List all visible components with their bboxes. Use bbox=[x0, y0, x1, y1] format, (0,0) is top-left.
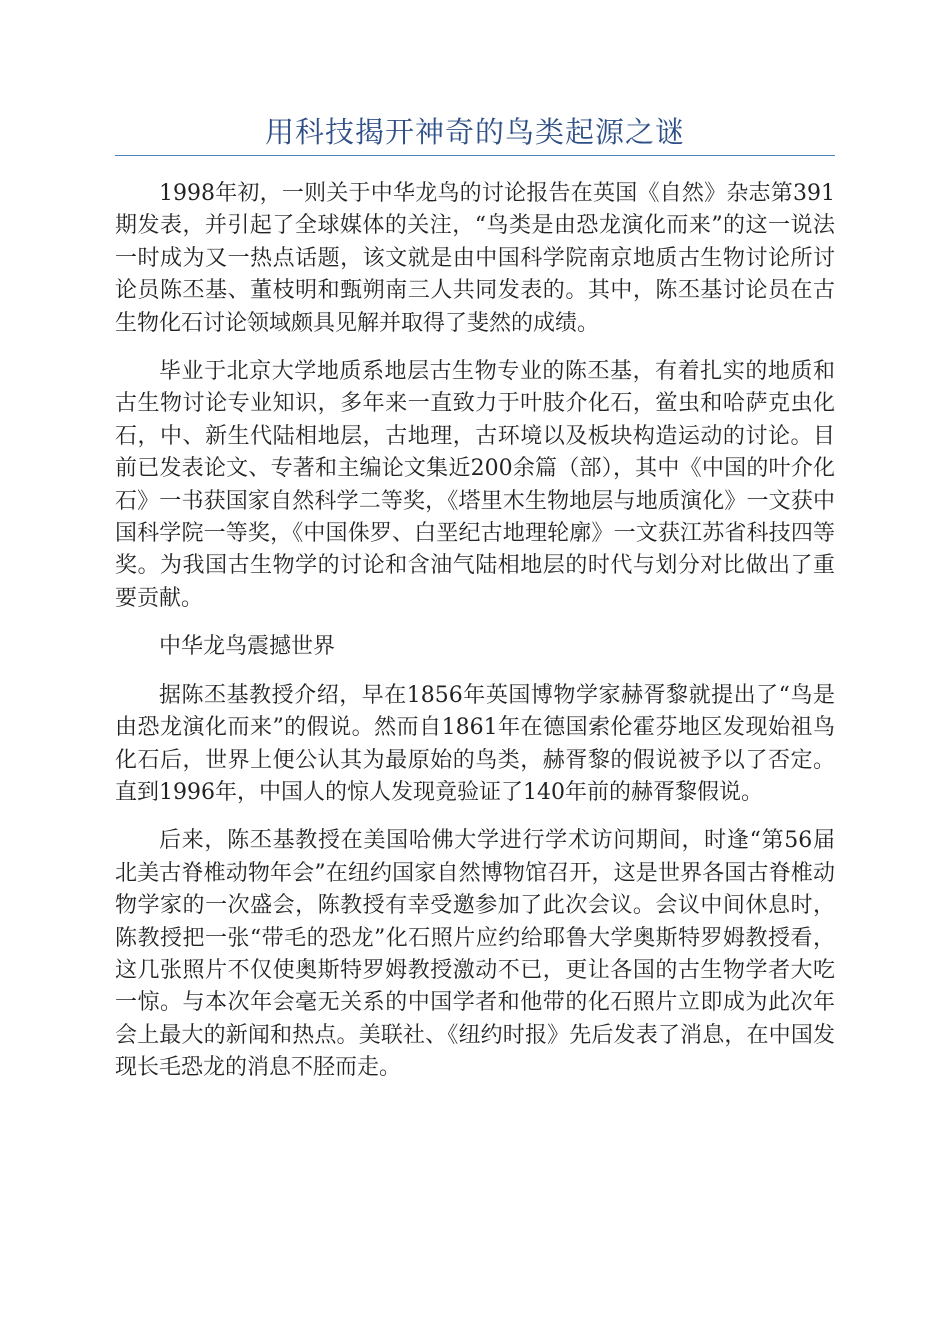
section-heading: 中华龙鸟震撼世界 bbox=[159, 634, 336, 660]
document-body bbox=[115, 178, 835, 1101]
document-title: 用科技揭开神奇的鸟类起源之谜 bbox=[264, 115, 685, 149]
paragraph-biography: 毕业于北京大学地质系地层古生物专业的陈丕基，有着扎实的地质和古生物讨论专业知识，多年来一直致力于叶肢介化石，鲎虫和哈萨克虫化石，中、新生代陆相地层，古地理，古环境以及板块构造运动的讨论。目前已发表论文、专著和主编论文集近200余篇（部），其中《中国的叶介化石》一书获国家自然科学二等奖，《塔里木生物地层与地质演化》一文获中国科学院一等奖，《中国侏罗、白垩纪古地理轮廓》一文获江苏省科技四等奖。为我国古生物学的讨论和含油气陆相地层的时代与划分对比做出了重要贡献。 bbox=[115, 359, 835, 611]
paragraph-hypothesis: 据陈丕基教授介绍，早在1856年英国博物学家赫胥黎就提出了“鸟是由恐龙演化而来”的假说。然而自1861年在德国索伦霍芬地区发现始祖鸟化石后，世界上便公认其为最原始的鸟类，赫胥黎的假说被予以了否定。直到1996年，中国人的惊人发现竟验证了140年前的赫胥黎假说。 bbox=[115, 682, 835, 805]
paragraph-intro: 1998年初，一则关于中华龙鸟的讨论报告在英国《自然》杂志第391期发表，并引起了全球媒体的关注，“鸟类是由恐龙演化而来”的这一说法一时成为又一热点话题，该文就是由中国科学院南京地质古生物讨论所讨论员陈丕基、董枝明和甄朔南三人共同发表的。其中，陈丕基讨论员在古生物化石讨论领域颇具见解并取得了斐然的成绩。 bbox=[115, 181, 835, 336]
paragraph-conference: 后来，陈丕基教授在美国哈佛大学进行学术访问期间，时逢“第56届北美古脊椎动物年会”在纽约国家自然博物馆召开，这是世界各国古脊椎动物学家的一次盛会，陈教授有幸受邀参加了此次会议。会议中间休息时，陈教授把一张“带毛的恐龙”化石照片应约给耶鲁大学奥斯特罗姆教授看，这几张照片不仅使奥斯特罗姆教授激动不已，更让各国的古生物学者大吃一惊。与本次年会毫无关系的中国学者和他带的化石照片立即成为此次年会上最大的新闻和热点。美联社、《纽约时报》先后发表了消息，在中国发现长毛恐龙的消息不胫而走。 bbox=[115, 828, 835, 1081]
title-underline bbox=[115, 155, 835, 156]
